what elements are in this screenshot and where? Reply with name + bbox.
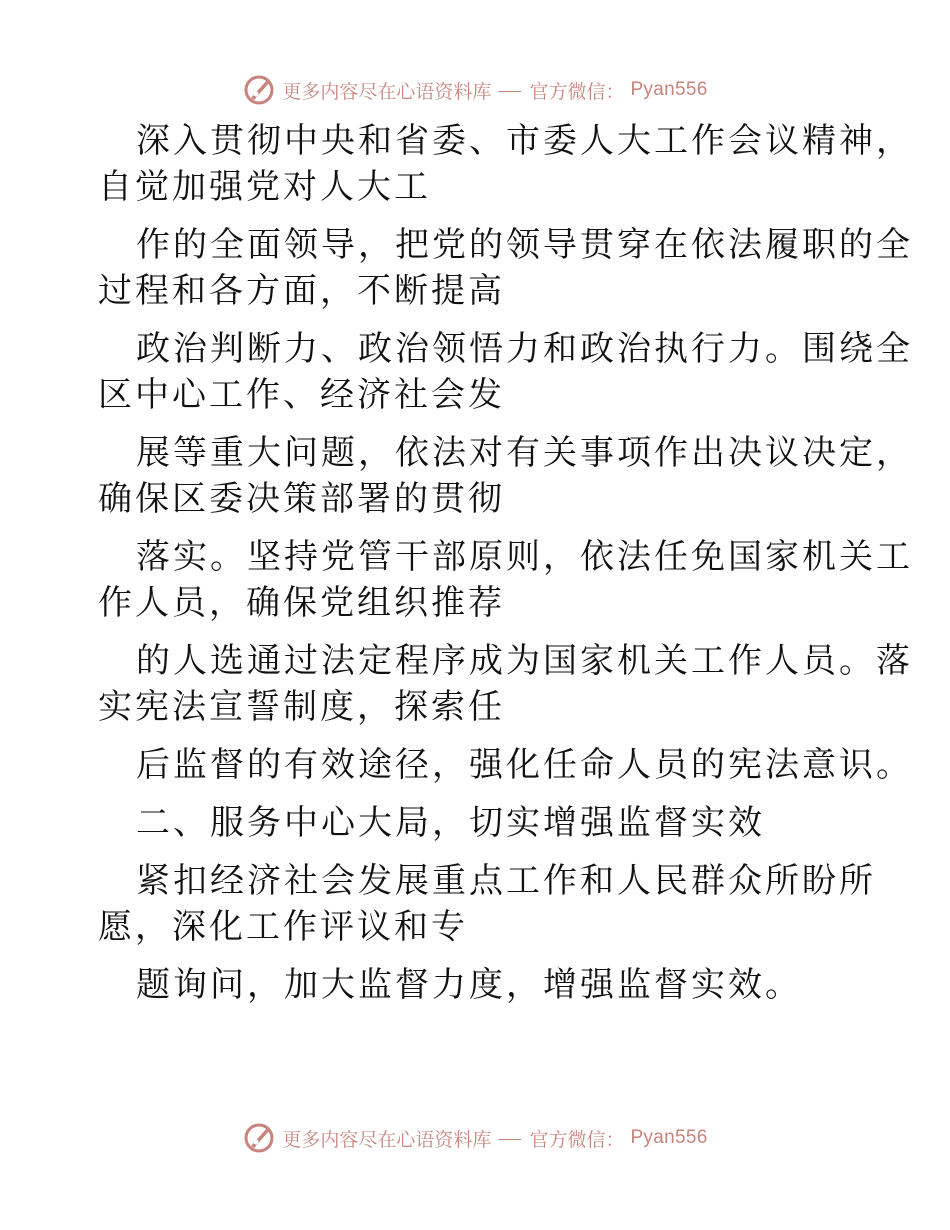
text-line: 题询问，加大监督力度，增强监督实效。 bbox=[136, 965, 802, 1005]
text-line: 实宪法宣誓制度，探索任 bbox=[98, 687, 505, 727]
text-line: 确保区委决策部署的贯彻 bbox=[98, 479, 505, 519]
watermark-account: Pyan556 bbox=[630, 79, 708, 100]
watermark-dash bbox=[499, 1139, 521, 1140]
text-line: 紧扣经济社会发展重点工作和人民群众所盼所 bbox=[136, 861, 876, 901]
watermark-sub-text: 官方微信： bbox=[529, 1128, 625, 1151]
text-line: 落实。坚持党管干部原则，依法任免国家机关工 bbox=[136, 537, 913, 577]
watermark-dash bbox=[499, 91, 521, 92]
header-watermark bbox=[0, 70, 950, 110]
text-line: 过程和各方面，不断提高 bbox=[98, 271, 505, 311]
text-line: 愿，深化工作评议和专 bbox=[98, 907, 468, 947]
text-line: 区中心工作、经济社会发 bbox=[98, 375, 505, 415]
section-heading: 二、服务中心大局，切实增强监督实效 bbox=[136, 803, 765, 843]
text-line: 的人选通过法定程序成为国家机关工作人员。落 bbox=[136, 641, 913, 681]
quill-pen-seal-icon bbox=[242, 1121, 276, 1155]
text-line: 展等重大问题，依法对有关事项作出决议决定， bbox=[136, 433, 913, 473]
text-line: 作的全面领导，把党的领导贯穿在依法履职的全 bbox=[136, 225, 913, 265]
watermark-main-text: 更多内容尽在心语资料库 bbox=[282, 1128, 492, 1151]
text-line: 深入贯彻中央和省委、市委人大工作会议精神， bbox=[136, 121, 913, 161]
watermark-main-text: 更多内容尽在心语资料库 bbox=[282, 80, 492, 103]
footer-watermark bbox=[0, 1118, 950, 1158]
watermark-sub-text: 官方微信： bbox=[529, 80, 625, 103]
text-line: 作人员，确保党组织推荐 bbox=[98, 583, 505, 623]
watermark-account: Pyan556 bbox=[630, 1127, 708, 1148]
quill-pen-seal-icon bbox=[242, 73, 276, 107]
text-line: 政治判断力、政治领悟力和政治执行力。围绕全 bbox=[136, 329, 913, 369]
text-line: 自觉加强党对人大工 bbox=[98, 167, 431, 207]
text-line: 后监督的有效途径，强化任命人员的宪法意识。 bbox=[136, 745, 913, 785]
document-body bbox=[98, 118, 913, 1008]
